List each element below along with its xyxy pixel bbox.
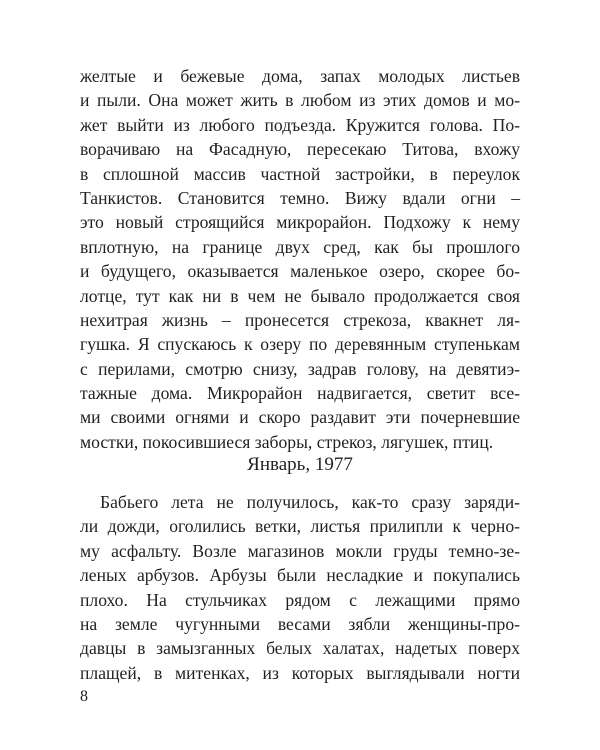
text-line: тажные дома. Микрорайон надвигается, светит все- [80,383,520,404]
text-line: Бабьего лета не получилось, как-то сразу заряди- [100,492,520,512]
text-line: мостки, покосившиеся заборы, стрекоз, лягушек, птиц. [80,431,494,452]
text-line: вплотную, на границе двух сред, как бы прошлого [80,236,520,257]
paragraph-2 [80,490,520,685]
text-line: жет выйти из любого подъезда. Кружится голова. По- [80,114,520,135]
text-line: ми своими огнями и скоро раздавит эти почерневшие [80,407,520,428]
text-line: с перилами, смотрю снизу, задрав голову, на девятиэ- [80,358,520,379]
paragraph-1 [80,64,520,454]
text-line: желтые и бежевые дома, запах молодых листьев [80,66,520,86]
text-line: плохо. На стульчиках рядом с лежащими прямо [80,589,520,610]
text-line: гушка. Я спускаюсь к озеру по деревянным ступенькам [80,334,520,355]
text-line: и будущего, оказывается маленькое озеро, скорее бо- [80,261,520,282]
section-heading: Январь, 1977 [247,454,353,475]
text-line: лотце, тут как ни в чем не бывало продолжается своя [80,285,520,306]
text-line: ворачиваю на Фасадную, пересекаю Титова, вхожу [80,139,520,160]
text-line: нехитрая жизнь – пронесется стрекоза, квакнет ля- [80,309,520,330]
text-line: это новый строящийся микрорайон. Подхожу к нему [80,212,520,233]
text-line: и пыли. Она может жить в любом из этих домов и мо- [80,90,520,111]
text-line: в сплошной массив частной застройки, в переулок [80,163,520,184]
text-line: ли дожди, оголились ветки, листья прилипли к черно- [80,516,520,537]
text-line: му асфальту. Возле магазинов мокли груды темно-зе- [80,540,520,561]
text-line: давцы в замызганных белых халатах, надетых поверх [80,638,520,659]
page-number: 8 [80,688,88,705]
text-line: на земле чугунными весами зябли женщины-про- [80,613,520,634]
text-line: леных арбузов. Арбузы были несладкие и покупались [80,565,520,586]
text-line: Танкистов. Становится темно. Вижу вдали огни – [80,187,520,208]
text-line: плащей, в митенках, из которых выглядывали ногти [80,662,520,683]
